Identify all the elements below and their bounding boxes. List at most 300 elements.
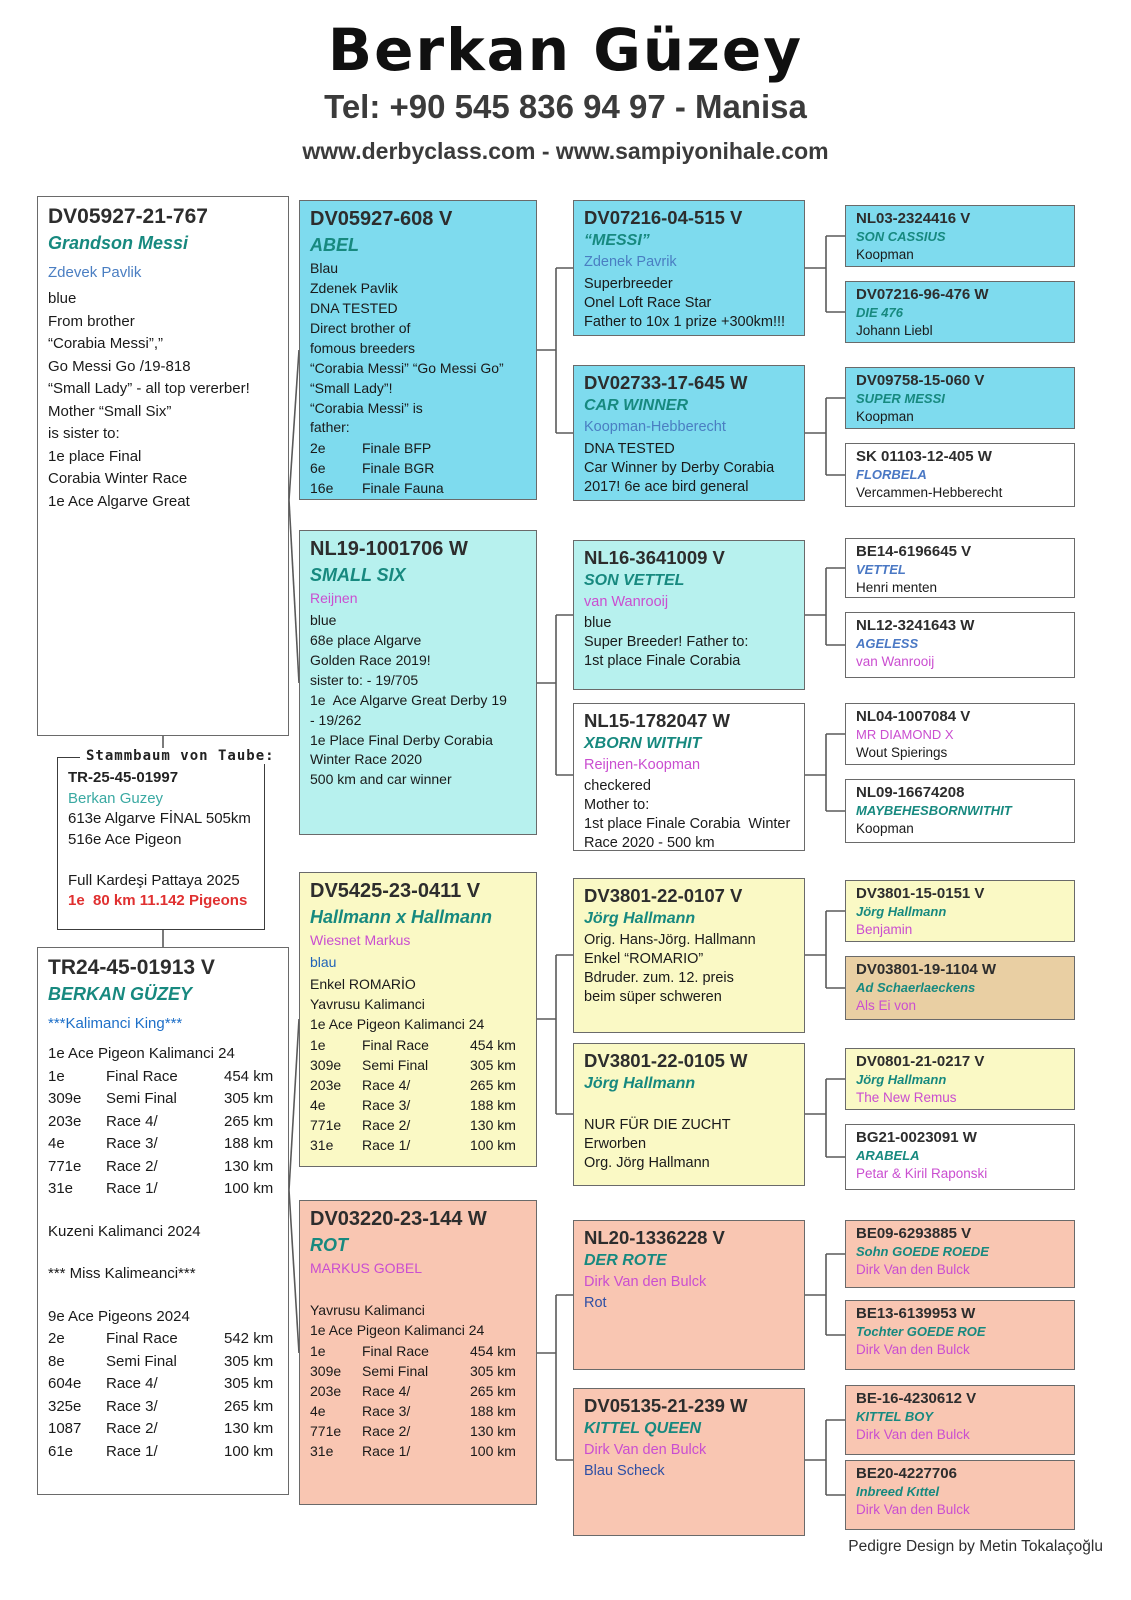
bird-name: CAR WINNER <box>584 397 688 415</box>
race-row <box>310 1441 526 1461</box>
race-cell: Race 2/ <box>362 1423 411 1440</box>
race-cell: 31e <box>48 1180 74 1198</box>
info-line: Benjamin <box>856 921 913 937</box>
pedigree-box-g10 <box>845 956 1075 1020</box>
pedigree-box-abel <box>299 200 537 500</box>
ring-number: DV3801-22-0107 V <box>584 885 743 906</box>
ring-number: NL15-1782047 W <box>584 710 731 731</box>
race-cell: 454 km <box>470 1343 516 1360</box>
info-line: Golden Race 2019! <box>310 652 431 669</box>
info-line <box>48 1286 278 1306</box>
info-line: Yavrusu Kalimanci <box>310 1302 425 1319</box>
ring-number: NL04-1007084 V <box>856 708 971 725</box>
ring-number: BE20-4227706 <box>856 1465 957 1482</box>
race-row <box>310 1381 526 1401</box>
race-cell: 2e <box>310 440 326 457</box>
race-cell: 4e <box>310 1096 326 1113</box>
race-cell: 188 km <box>470 1096 516 1113</box>
race-cell: Race 4/ <box>362 1383 411 1400</box>
ring-number: DV05927-608 V <box>310 208 453 230</box>
info-line: 613e Algarve FİNAL 505km <box>68 810 251 828</box>
race-cell: Semi Final <box>106 1090 177 1108</box>
info-line: van Wanrooij <box>584 593 669 610</box>
race-row <box>310 458 526 478</box>
race-cell: Race 2/ <box>106 1420 158 1438</box>
info-line: Zdenek Pavrik <box>584 253 677 270</box>
phone-line: Tel: +90 545 836 94 97 - Manisa <box>324 88 807 125</box>
race-row <box>48 1111 278 1134</box>
info-line: Reijnen-Koopman <box>584 756 701 773</box>
info-line: - 19/262 <box>310 711 362 728</box>
bird-name: AGELESS <box>856 635 919 651</box>
bird-name: Jörg Hallmann <box>856 903 947 919</box>
race-cell: Final Race <box>362 1343 429 1360</box>
info-line: Blau <box>310 260 339 277</box>
bird-name: KITTEL QUEEN <box>584 1420 702 1438</box>
race-cell: Final Race <box>362 1036 429 1053</box>
race-cell: Race 2/ <box>362 1116 411 1133</box>
race-cell: 265 km <box>224 1112 274 1130</box>
bird-name: Jörg Hallmann <box>584 1075 696 1093</box>
race-row <box>310 1341 526 1361</box>
race-row <box>48 1328 278 1351</box>
race-cell: 604e <box>48 1375 82 1393</box>
connector-line <box>289 500 299 683</box>
bird-name: SON CASSIUS <box>856 228 946 244</box>
pedigree-box-hall <box>299 872 537 1167</box>
ring-number: DV3801-15-0151 V <box>856 885 985 902</box>
race-row <box>310 1035 526 1055</box>
info-line: 1e Ace Pigeon Kalimanci 24 <box>310 1322 485 1339</box>
race-cell: 305 km <box>224 1352 274 1370</box>
ring-number: DV03801-19-1104 W <box>856 961 997 978</box>
pedigree-box-sonv <box>573 540 805 690</box>
race-cell: Race 1/ <box>362 1136 411 1153</box>
info-line: 68e place Algarve <box>310 632 422 649</box>
race-row <box>310 1421 526 1441</box>
race-cell: Race 3/ <box>362 1403 411 1420</box>
info-line <box>48 1243 278 1263</box>
race-row <box>48 1351 278 1374</box>
info-line: Reijnen <box>310 590 358 607</box>
info-line: Corabia Winter Race <box>48 470 188 488</box>
info-line: blue <box>584 615 612 632</box>
race-row <box>48 1441 278 1464</box>
race-cell: 61e <box>48 1442 74 1460</box>
info-line: DNA TESTED <box>310 300 398 317</box>
info-line: Koopman <box>856 820 914 836</box>
design-credit: Pedigre Design by Metin Tokalaçoğlu <box>848 1538 1103 1555</box>
race-row <box>48 1066 278 1089</box>
race-cell: 1e <box>48 1067 65 1085</box>
race-row <box>48 1133 278 1156</box>
race-row <box>48 1418 278 1441</box>
bird-name: MR DIAMOND X <box>856 726 954 742</box>
pedigree-box-a <box>37 196 289 736</box>
race-cell: 454 km <box>470 1036 516 1053</box>
ring-number: NL20-1336228 V <box>584 1227 725 1248</box>
info-line: Orig. Hans-Jörg. Hallmann <box>584 931 756 948</box>
info-line: Onel Loft Race Star <box>584 295 712 312</box>
ring-number: DV5425-23-0411 V <box>310 880 481 902</box>
info-line: Johann Liebl <box>856 322 933 338</box>
info-line: 9e Ace Pigeons 2024 <box>48 1307 190 1325</box>
info-line: beim süper schweren <box>584 989 722 1006</box>
race-cell: 130 km <box>224 1157 274 1175</box>
pedigree-box-g5 <box>845 538 1075 598</box>
race-cell: 16e <box>310 480 334 497</box>
race-cell: Final Race <box>106 1067 178 1085</box>
info-line: DNA TESTED <box>584 441 675 458</box>
info-line: Zdenek Pavlik <box>310 280 398 297</box>
ring-number: BE-16-4230612 V <box>856 1390 977 1407</box>
info-line: Go Messi Go /19-818 <box>48 357 191 375</box>
info-line: Koopman-Hebberecht <box>584 418 726 435</box>
race-cell: 4e <box>310 1403 326 1420</box>
pedigree-box-h107 <box>573 878 805 1033</box>
race-cell: 203e <box>48 1112 82 1130</box>
pedigree-box-g6 <box>845 612 1075 678</box>
info-line <box>68 851 254 871</box>
info-line: Dirk Van den Bulck <box>584 1441 707 1458</box>
info-line: blue <box>48 290 77 308</box>
ring-number: NL16-3641009 V <box>584 547 725 568</box>
info-line: Als Ei von <box>856 997 917 1013</box>
race-cell: Race 1/ <box>106 1180 158 1198</box>
ring-number: DV0801-21-0217 V <box>856 1053 985 1070</box>
info-line: “Small Lady”! <box>310 379 393 396</box>
info-line: MARKUS GOBEL <box>310 1260 423 1277</box>
bird-name: DIE 476 <box>856 304 903 320</box>
bird-name: Inbreed Kıttel <box>856 1483 940 1499</box>
info-line: 1e Ace Pigeon Kalimanci 24 <box>48 1045 235 1063</box>
race-cell: 130 km <box>224 1420 274 1438</box>
info-line: Henri menten <box>856 579 938 595</box>
info-line: Race 2020 - 500 km <box>584 835 715 851</box>
info-line: Koopman <box>856 246 914 262</box>
info-line: Bdruder. zum. 12. preis <box>584 970 734 987</box>
race-cell: Semi Final <box>362 1056 429 1073</box>
race-cell: 2e <box>48 1330 65 1348</box>
info-line <box>48 1201 278 1221</box>
info-line: Dirk Van den Bulck <box>584 1273 707 1290</box>
info-line <box>310 1281 526 1301</box>
race-row <box>48 1373 278 1396</box>
pedigree-box-xborn <box>573 703 805 851</box>
info-line: *** Miss Kalimeanci*** <box>48 1265 196 1283</box>
race-row <box>310 1361 526 1381</box>
race-cell: 100 km <box>224 1442 274 1460</box>
race-cell: 31e <box>310 1443 334 1460</box>
info-line: 516e Ace Pigeon <box>68 831 182 849</box>
info-line: Berkan Guzey <box>68 789 164 807</box>
bird-name: Jörg Hallmann <box>584 910 696 928</box>
ring-number: TR24-45-01913 V <box>48 956 215 979</box>
race-cell: 1e <box>310 1343 326 1360</box>
bird-name: SMALL SIX <box>310 565 406 585</box>
info-line: Mother “Small Six” <box>48 402 172 420</box>
websites-line: www.derbyclass.com - www.sampiyonihale.com <box>302 138 829 164</box>
info-line: “Small Lady” - all top vererber! <box>48 380 250 398</box>
ring-number: NL12-3241643 W <box>856 617 975 634</box>
race-cell: Semi Final <box>362 1363 429 1380</box>
info-line: father: <box>310 419 350 436</box>
info-line <box>584 1096 794 1116</box>
info-line: Wiesnet Markus <box>310 932 411 949</box>
race-cell: Race 1/ <box>362 1443 411 1460</box>
ring-number: DV07216-96-476 W <box>856 286 989 303</box>
bird-name: BERKAN GÜZEY <box>48 984 193 1005</box>
race-row <box>310 1055 526 1075</box>
race-row <box>310 1135 526 1155</box>
race-cell: Final Race <box>106 1330 178 1348</box>
pedigree-box-b <box>57 748 275 930</box>
race-cell: 325e <box>48 1397 82 1415</box>
race-cell: 100 km <box>470 1136 516 1153</box>
connector-line <box>289 1190 299 1353</box>
race-cell: 309e <box>48 1090 82 1108</box>
info-line: Blau Scheck <box>584 1463 665 1480</box>
race-cell: 771e <box>48 1157 82 1175</box>
race-cell: 1087 <box>48 1420 82 1438</box>
info-line: Mother to: <box>584 797 650 814</box>
info-line: 1e 80 km 11.142 Pigeons <box>68 892 248 910</box>
race-cell: 265 km <box>224 1397 274 1415</box>
bird-name: ROT <box>310 1235 348 1255</box>
race-cell: 265 km <box>470 1076 516 1093</box>
pedigree-box-g16 <box>845 1460 1075 1530</box>
race-cell: Race 3/ <box>106 1135 158 1153</box>
info-line: blau <box>310 954 337 971</box>
race-cell: 542 km <box>224 1330 274 1348</box>
info-line: Rot <box>584 1295 607 1312</box>
info-line: TR-25-45-01997 <box>68 769 179 786</box>
race-row <box>48 1088 278 1111</box>
bird-name: Sohn GOEDE ROEDE <box>856 1243 989 1259</box>
race-cell: Finale BFP <box>362 440 432 457</box>
race-row <box>48 1396 278 1419</box>
info-line: Org. Jörg Hallmann <box>584 1155 710 1172</box>
info-line: sister to: - 19/705 <box>310 671 419 688</box>
race-cell: 309e <box>310 1056 342 1073</box>
info-line: The New Remus <box>856 1089 957 1105</box>
info-line: Dirk Van den Bulck <box>856 1501 970 1517</box>
race-cell: Semi Final <box>106 1352 177 1370</box>
info-line: “Corabia Messi” is <box>310 399 423 416</box>
info-line: Full Kardeşi Pattaya 2025 <box>68 871 240 889</box>
info-line: checkered <box>584 778 651 795</box>
pedigree-box-c <box>37 947 289 1495</box>
race-row <box>310 1095 526 1115</box>
pedigree-box-g12 <box>845 1124 1075 1190</box>
race-cell: 4e <box>48 1135 65 1153</box>
info-line: “Corabia Messi”,” <box>48 335 164 353</box>
race-cell: 305 km <box>470 1363 516 1380</box>
info-line: Dirk Van den Bulck <box>856 1261 970 1277</box>
pedigree-box-g4 <box>845 443 1075 507</box>
info-line: 1e place Final <box>48 447 142 465</box>
bird-name: ABEL <box>310 235 359 255</box>
info-line: is sister to: <box>48 425 120 443</box>
race-cell: 6e <box>310 460 326 477</box>
ring-number: BE14-6196645 V <box>856 543 972 560</box>
pedigree-box-g8 <box>845 779 1075 843</box>
info-line: Petar & Kiril Raponski <box>856 1165 988 1181</box>
info-line: Erworben <box>584 1136 647 1153</box>
race-cell: 188 km <box>470 1403 516 1420</box>
stammbaum-legend: Stammbaum von Taube: <box>80 748 281 764</box>
ring-number: DV05135-21-239 W <box>584 1395 748 1416</box>
bird-name: VETTEL <box>856 561 906 577</box>
pedigree-box-g11 <box>845 1048 1075 1110</box>
pedigree-box-g3 <box>845 367 1075 429</box>
info-line: Enkel “ROMARIO” <box>584 951 704 968</box>
info-line: van Wanrooij <box>856 653 935 669</box>
bird-name: “MESSI” <box>584 232 650 250</box>
pedigree-box-rot <box>299 1200 537 1505</box>
ring-number: DV02733-17-645 W <box>584 372 748 393</box>
race-cell: Finale Fauna <box>362 480 444 497</box>
race-cell: Finale BGR <box>362 460 435 477</box>
race-cell: 1e <box>310 1036 326 1053</box>
race-cell: 31e <box>310 1136 334 1153</box>
bird-name: Tochter GOEDE ROE <box>856 1323 986 1339</box>
race-cell: 8e <box>48 1352 65 1370</box>
race-cell: 265 km <box>470 1383 516 1400</box>
info-line: Yavrusu Kalimanci <box>310 996 425 1013</box>
race-cell: 130 km <box>470 1116 516 1133</box>
connector-line <box>289 1019 299 1190</box>
info-line: Dirk Van den Bulck <box>856 1341 970 1357</box>
race-cell: 771e <box>310 1116 342 1133</box>
ring-number: DV03220-23-144 W <box>310 1208 487 1230</box>
race-cell: 100 km <box>470 1443 516 1460</box>
pedigree-box-g14 <box>845 1300 1075 1370</box>
race-row <box>310 1075 526 1095</box>
info-line: 2017! 6e ace bird general <box>584 479 749 496</box>
pedigree-box-kq <box>573 1388 805 1536</box>
pedigree-box-six <box>299 530 537 835</box>
bird-name: Ad Schaerlaeckens <box>856 979 976 995</box>
race-cell: Race 3/ <box>106 1397 158 1415</box>
bird-name: Hallmann x Hallmann <box>310 907 493 927</box>
race-cell: 203e <box>310 1383 342 1400</box>
info-line: 1st place Finale Corabia Winter <box>584 816 791 833</box>
race-cell: 309e <box>310 1363 342 1380</box>
race-cell: Race 4/ <box>106 1375 158 1393</box>
race-cell: 454 km <box>224 1067 274 1085</box>
race-cell: 100 km <box>224 1180 274 1198</box>
info-line: Enkel ROMARİO <box>310 976 416 993</box>
ring-number: DV07216-04-515 V <box>584 207 743 228</box>
race-cell: Race 2/ <box>106 1157 158 1175</box>
ring-number: SK 01103-12-405 W <box>856 448 992 465</box>
info-line: Koopman <box>856 408 914 424</box>
race-cell: Race 1/ <box>106 1442 158 1460</box>
info-line: Superbreeder <box>584 276 673 293</box>
info-line: Dirk Van den Bulck <box>856 1426 970 1442</box>
info-line: From brother <box>48 312 135 330</box>
info-line: Wout Spierings <box>856 744 948 760</box>
ring-number: NL09-16674208 <box>856 784 965 801</box>
race-row <box>48 1156 278 1179</box>
bird-name: Jörg Hallmann <box>856 1071 947 1087</box>
pedigree-box-drote <box>573 1220 805 1370</box>
bird-name: SON VETTEL <box>584 572 685 590</box>
pedigree-box-h105 <box>573 1043 805 1186</box>
info-line: Direct brother of <box>310 320 411 337</box>
race-cell: 305 km <box>224 1375 274 1393</box>
info-line: Super Breeder! Father to: <box>584 634 749 651</box>
ring-number: BE09-6293885 V <box>856 1225 972 1242</box>
pedigree-box-g15 <box>845 1385 1075 1455</box>
ring-number: DV05927-21-767 <box>48 205 208 228</box>
info-line: 1st place Finale Corabia <box>584 653 741 670</box>
bird-name: SUPER MESSI <box>856 390 945 406</box>
pedigree-box-messi <box>573 200 805 336</box>
info-line: Car Winner by Derby Corabia <box>584 460 775 477</box>
bird-name: FLORBELA <box>856 466 927 482</box>
info-line: 1e Ace Pigeon Kalimanci 24 <box>310 1015 485 1032</box>
pedigree-box-g13 <box>845 1220 1075 1288</box>
ring-number: NL03-2324416 V <box>856 210 971 227</box>
info-line: blue <box>310 612 337 629</box>
ring-number: NL19-1001706 W <box>310 538 468 560</box>
race-cell: 130 km <box>470 1423 516 1440</box>
info-line: 1e Ace Algarve Great <box>48 492 190 510</box>
ring-number: DV3801-22-0105 W <box>584 1050 748 1071</box>
race-cell: 203e <box>310 1076 342 1093</box>
race-cell: 188 km <box>224 1135 274 1153</box>
info-line: “Corabia Messi” “Go Messi Go” <box>310 359 504 376</box>
bird-name: KITTEL BOY <box>856 1408 934 1424</box>
ring-number: BG21-0023091 W <box>856 1129 977 1146</box>
bird-name: Grandson Messi <box>48 233 189 254</box>
info-line: 500 km and car winner <box>310 771 452 788</box>
info-line: fomous breeders <box>310 339 416 356</box>
ring-number: BE13-6139953 W <box>856 1305 976 1322</box>
bird-name: DER ROTE <box>584 1252 667 1270</box>
ring-number: DV09758-15-060 V <box>856 372 985 389</box>
page-title: Berkan Güzey <box>327 16 804 84</box>
pedigree-box-g7 <box>845 703 1075 765</box>
connector-line <box>289 350 299 500</box>
info-line: Zdevek Pavlik <box>48 263 142 281</box>
race-cell: 771e <box>310 1423 342 1440</box>
info-line: Kuzeni Kalimanci 2024 <box>48 1222 201 1240</box>
info-line: 1e Place Final Derby Corabia <box>310 731 493 748</box>
race-cell: Race 4/ <box>362 1076 411 1093</box>
race-row <box>310 1401 526 1421</box>
pedigree-box-carw <box>573 365 805 501</box>
bird-name: MAYBEHESBORNWITHIT <box>856 802 1012 818</box>
info-line: Winter Race 2020 <box>310 751 423 768</box>
race-row <box>310 478 526 498</box>
race-cell: Race 4/ <box>106 1112 158 1130</box>
race-cell: 305 km <box>224 1090 274 1108</box>
race-row <box>310 1115 526 1135</box>
bird-name: XBORN WITHIT <box>584 735 702 753</box>
pedigree-box-g2 <box>845 281 1075 343</box>
info-line: ***Kalimanci King*** <box>48 1014 183 1032</box>
race-cell: Race 3/ <box>362 1096 411 1113</box>
info-line: Vercammen-Hebberecht <box>856 484 1003 500</box>
race-row <box>48 1178 278 1201</box>
info-line: 1e Ace Algarve Great Derby 19 <box>310 691 507 708</box>
race-row <box>310 438 526 458</box>
info-line: Father to 10x 1 prize +300km!!! <box>584 314 786 331</box>
bird-name: ARABELA <box>856 1147 920 1163</box>
